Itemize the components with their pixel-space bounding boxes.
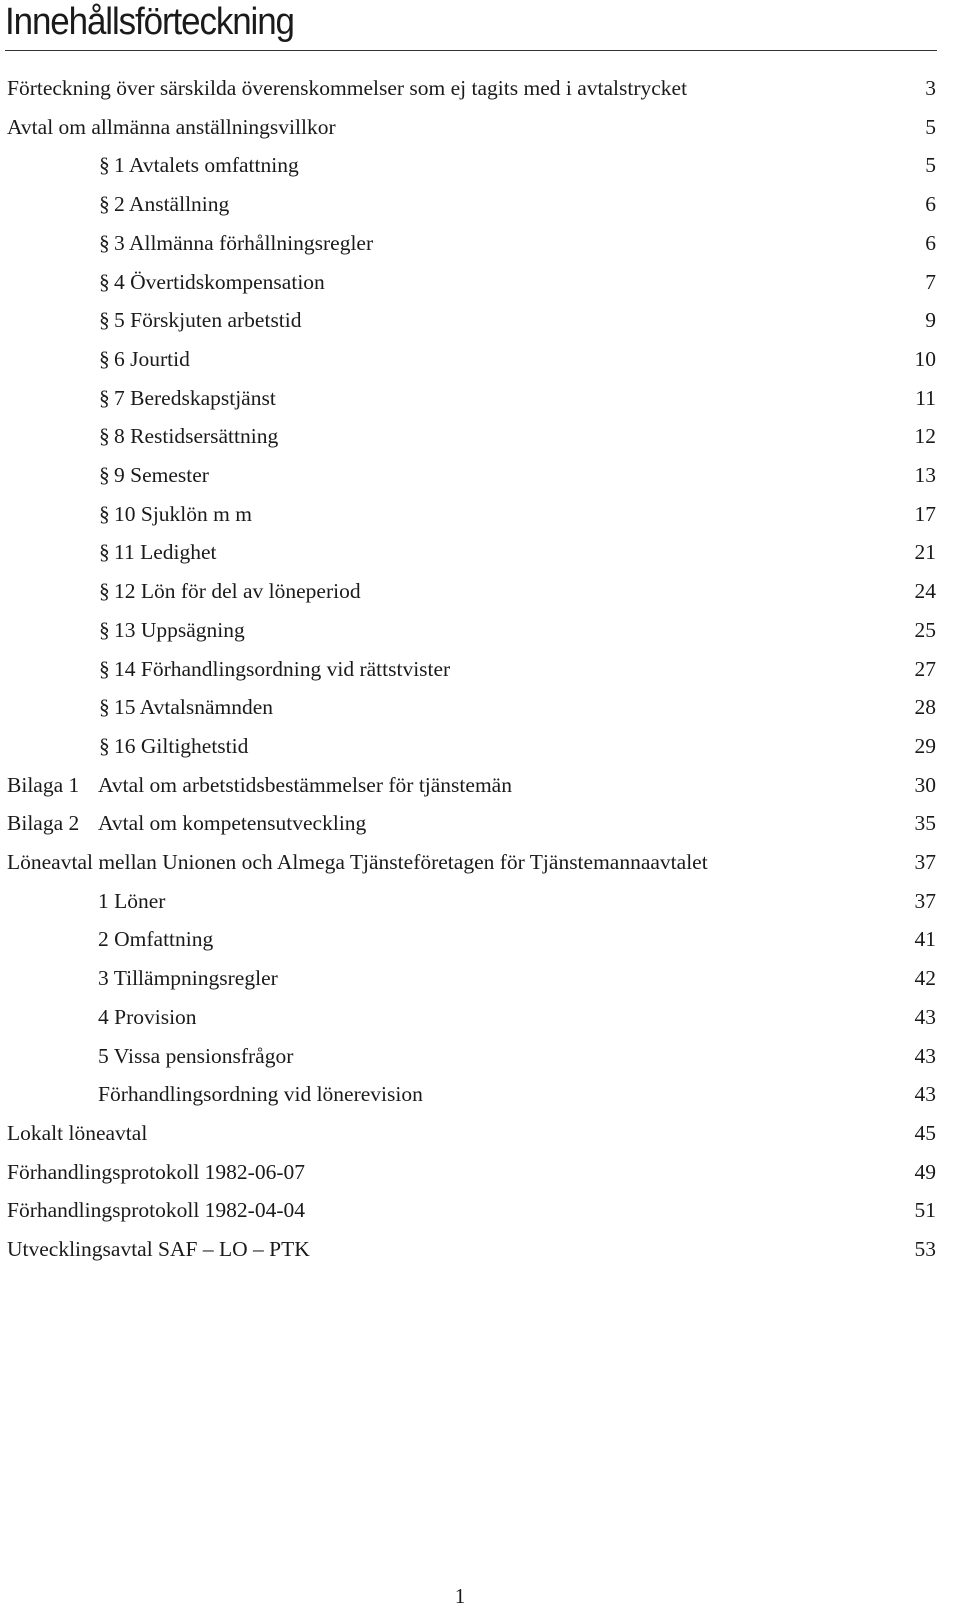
- toc-entry-page-number: 25: [914, 617, 936, 642]
- toc-entry-page-number: 43: [914, 1082, 936, 1107]
- toc-entry-prefix: Bilaga 1: [7, 772, 80, 797]
- toc-entry[interactable]: [0, 418, 960, 454]
- toc-entry[interactable]: [0, 960, 960, 996]
- toc-entry-title: 14 Förhandlingsordning vid rättstvister: [114, 656, 451, 681]
- toc-entry-page-number: 5: [925, 114, 936, 139]
- toc-entry-title: 1 Löner: [98, 888, 166, 913]
- toc-entry[interactable]: [0, 186, 960, 222]
- toc-entry-page-number: 43: [914, 1043, 936, 1068]
- section-mark: §: [99, 733, 110, 758]
- section-mark: §: [99, 540, 110, 565]
- toc-entry-title: 2 Omfattning: [98, 927, 214, 952]
- section-mark: §: [99, 579, 110, 604]
- toc-entry-page-number: 41: [914, 927, 936, 952]
- toc-entry[interactable]: [0, 302, 960, 338]
- toc-entry-page-number: 7: [925, 269, 936, 294]
- toc-entry-title: Förhandlingsprotokoll 1982-04-04: [7, 1198, 305, 1223]
- toc-entry[interactable]: [0, 457, 960, 493]
- toc-entry[interactable]: [0, 651, 960, 687]
- toc-entry-title: 5 Vissa pensionsfrågor: [98, 1043, 294, 1068]
- section-mark: §: [99, 463, 110, 487]
- toc-entry-title: 7 Beredskapstjänst: [114, 385, 276, 410]
- toc-entry-title: 3 Tillämpningsregler: [98, 966, 278, 991]
- toc-entry-title: 10 Sjuklön m m: [114, 501, 252, 526]
- section-mark: §: [99, 230, 110, 255]
- title-divider: [5, 50, 937, 51]
- toc-entry-page-number: 37: [914, 888, 936, 913]
- toc-entry[interactable]: [0, 844, 960, 880]
- toc-entry-page-number: 5: [925, 153, 936, 178]
- toc-entry-title: 2 Anställning: [114, 192, 230, 217]
- toc-entry-prefix: Bilaga 2: [7, 811, 80, 836]
- toc-entry-page-number: 9: [925, 308, 936, 333]
- toc-entry-page-number: 13: [914, 463, 936, 487]
- toc-entry-page-number: 11: [915, 385, 936, 410]
- section-mark: §: [99, 617, 110, 642]
- toc-entry[interactable]: [0, 767, 960, 803]
- section-mark: §: [99, 424, 110, 449]
- section-mark: §: [99, 385, 110, 410]
- toc-entry-title: 4 Provision: [98, 1004, 197, 1029]
- section-mark: §: [99, 269, 110, 294]
- toc-entry[interactable]: [0, 999, 960, 1035]
- toc-entry-title: 6 Jourtid: [114, 346, 190, 371]
- toc-entry-page-number: 42: [914, 966, 936, 991]
- section-mark: §: [99, 308, 110, 333]
- toc-entry-title: Förteckning över särskilda överenskommelser som ej tagits med i avtalstrycket: [7, 76, 688, 100]
- toc-entry-title: 15 Avtalsnämnden: [114, 695, 274, 720]
- toc-entry-title: Utvecklingsavtal SAF – LO – PTK: [7, 1237, 310, 1261]
- toc-entry[interactable]: [0, 534, 960, 570]
- toc-entry-page-number: 30: [914, 772, 936, 797]
- toc-entry-title: Förhandlingsprotokoll 1982-06-07: [7, 1159, 305, 1184]
- toc-entry[interactable]: [0, 689, 960, 725]
- toc-entry[interactable]: [0, 1192, 960, 1228]
- toc-entry[interactable]: [0, 612, 960, 648]
- toc-entry-page-number: 45: [914, 1120, 936, 1145]
- toc-entry-title: 13 Uppsägning: [114, 617, 245, 642]
- toc-entry[interactable]: [0, 225, 960, 261]
- toc-entry[interactable]: [0, 1115, 960, 1151]
- toc-entry-page-number: 6: [925, 230, 936, 255]
- toc-entry[interactable]: [0, 264, 960, 300]
- toc-entry-title: 3 Allmänna förhållningsregler: [114, 230, 374, 255]
- toc-entry[interactable]: [0, 147, 960, 183]
- toc-entry-page-number: 10: [914, 346, 936, 371]
- toc-entry-title: Lokalt löneavtal: [7, 1120, 148, 1145]
- toc-entry-title: 4 Övertidskompensation: [114, 269, 325, 294]
- toc-entry[interactable]: [0, 109, 960, 145]
- toc-entry-page-number: 24: [914, 579, 936, 604]
- toc-entry[interactable]: [0, 496, 960, 532]
- toc-entry[interactable]: [0, 573, 960, 609]
- toc-entry-page-number: 49: [914, 1159, 936, 1184]
- toc-entry-page-number: 51: [914, 1198, 936, 1223]
- toc-entry-page-number: 37: [914, 850, 936, 874]
- toc-entry-page-number: 29: [914, 733, 936, 758]
- toc-entry-title: 12 Lön för del av löneperiod: [114, 579, 361, 604]
- toc-entry-title: 11 Ledighet: [114, 540, 217, 565]
- toc-entry[interactable]: [0, 728, 960, 764]
- toc-entry-title: Avtal om kompetensutveckling: [98, 811, 367, 836]
- toc-entry-page-number: 21: [914, 540, 936, 565]
- toc-entry-title: 16 Giltighetstid: [114, 733, 249, 758]
- toc-entry-title: Förhandlingsordning vid lönerevision: [98, 1082, 423, 1107]
- toc-entry-page-number: 12: [914, 424, 936, 449]
- page-title: Innehållsförteckning: [5, 1, 294, 43]
- toc-entry-title: 9 Semester: [114, 463, 209, 487]
- section-mark: §: [99, 695, 110, 720]
- toc-entry[interactable]: [0, 1038, 960, 1074]
- toc-entry-page-number: 17: [914, 501, 936, 526]
- toc-entry[interactable]: [0, 380, 960, 416]
- toc-entry[interactable]: [0, 70, 960, 106]
- toc-entry[interactable]: [0, 921, 960, 957]
- toc-entry[interactable]: [0, 805, 960, 841]
- footer-page-number: 1: [454, 1584, 466, 1608]
- toc-entry-title: 1 Avtalets omfattning: [114, 153, 299, 178]
- toc-entry-page-number: 35: [914, 811, 936, 836]
- toc-entry-page-number: 43: [914, 1004, 936, 1029]
- section-mark: §: [99, 656, 110, 681]
- toc-entry-page-number: 3: [925, 76, 936, 100]
- toc-entry-title: 5 Förskjuten arbetstid: [114, 308, 302, 333]
- section-mark: §: [99, 501, 110, 526]
- section-mark: §: [99, 346, 110, 371]
- toc-entry[interactable]: [0, 341, 960, 377]
- toc-entry[interactable]: [0, 1154, 960, 1190]
- toc-entry[interactable]: [0, 1076, 960, 1112]
- section-mark: §: [99, 153, 110, 178]
- toc-entry-title: 8 Restidsersättning: [114, 424, 279, 449]
- toc-entry-page-number: 53: [914, 1237, 936, 1261]
- section-mark: §: [99, 192, 110, 217]
- toc-entry[interactable]: [0, 883, 960, 919]
- toc-entry-page-number: 28: [914, 695, 936, 720]
- toc-entry-page-number: 6: [925, 192, 936, 217]
- toc-entry-page-number: 27: [914, 656, 936, 681]
- toc-entry-title: Avtal om arbetstidsbestämmelser för tjänstemän: [98, 772, 512, 797]
- toc-entry-title: Avtal om allmänna anställningsvillkor: [7, 114, 336, 139]
- toc-entry[interactable]: [0, 1231, 960, 1267]
- toc-entry-title: Löneavtal mellan Unionen och Almega Tjänsteföretagen för Tjänstemannaavtalet: [7, 850, 708, 874]
